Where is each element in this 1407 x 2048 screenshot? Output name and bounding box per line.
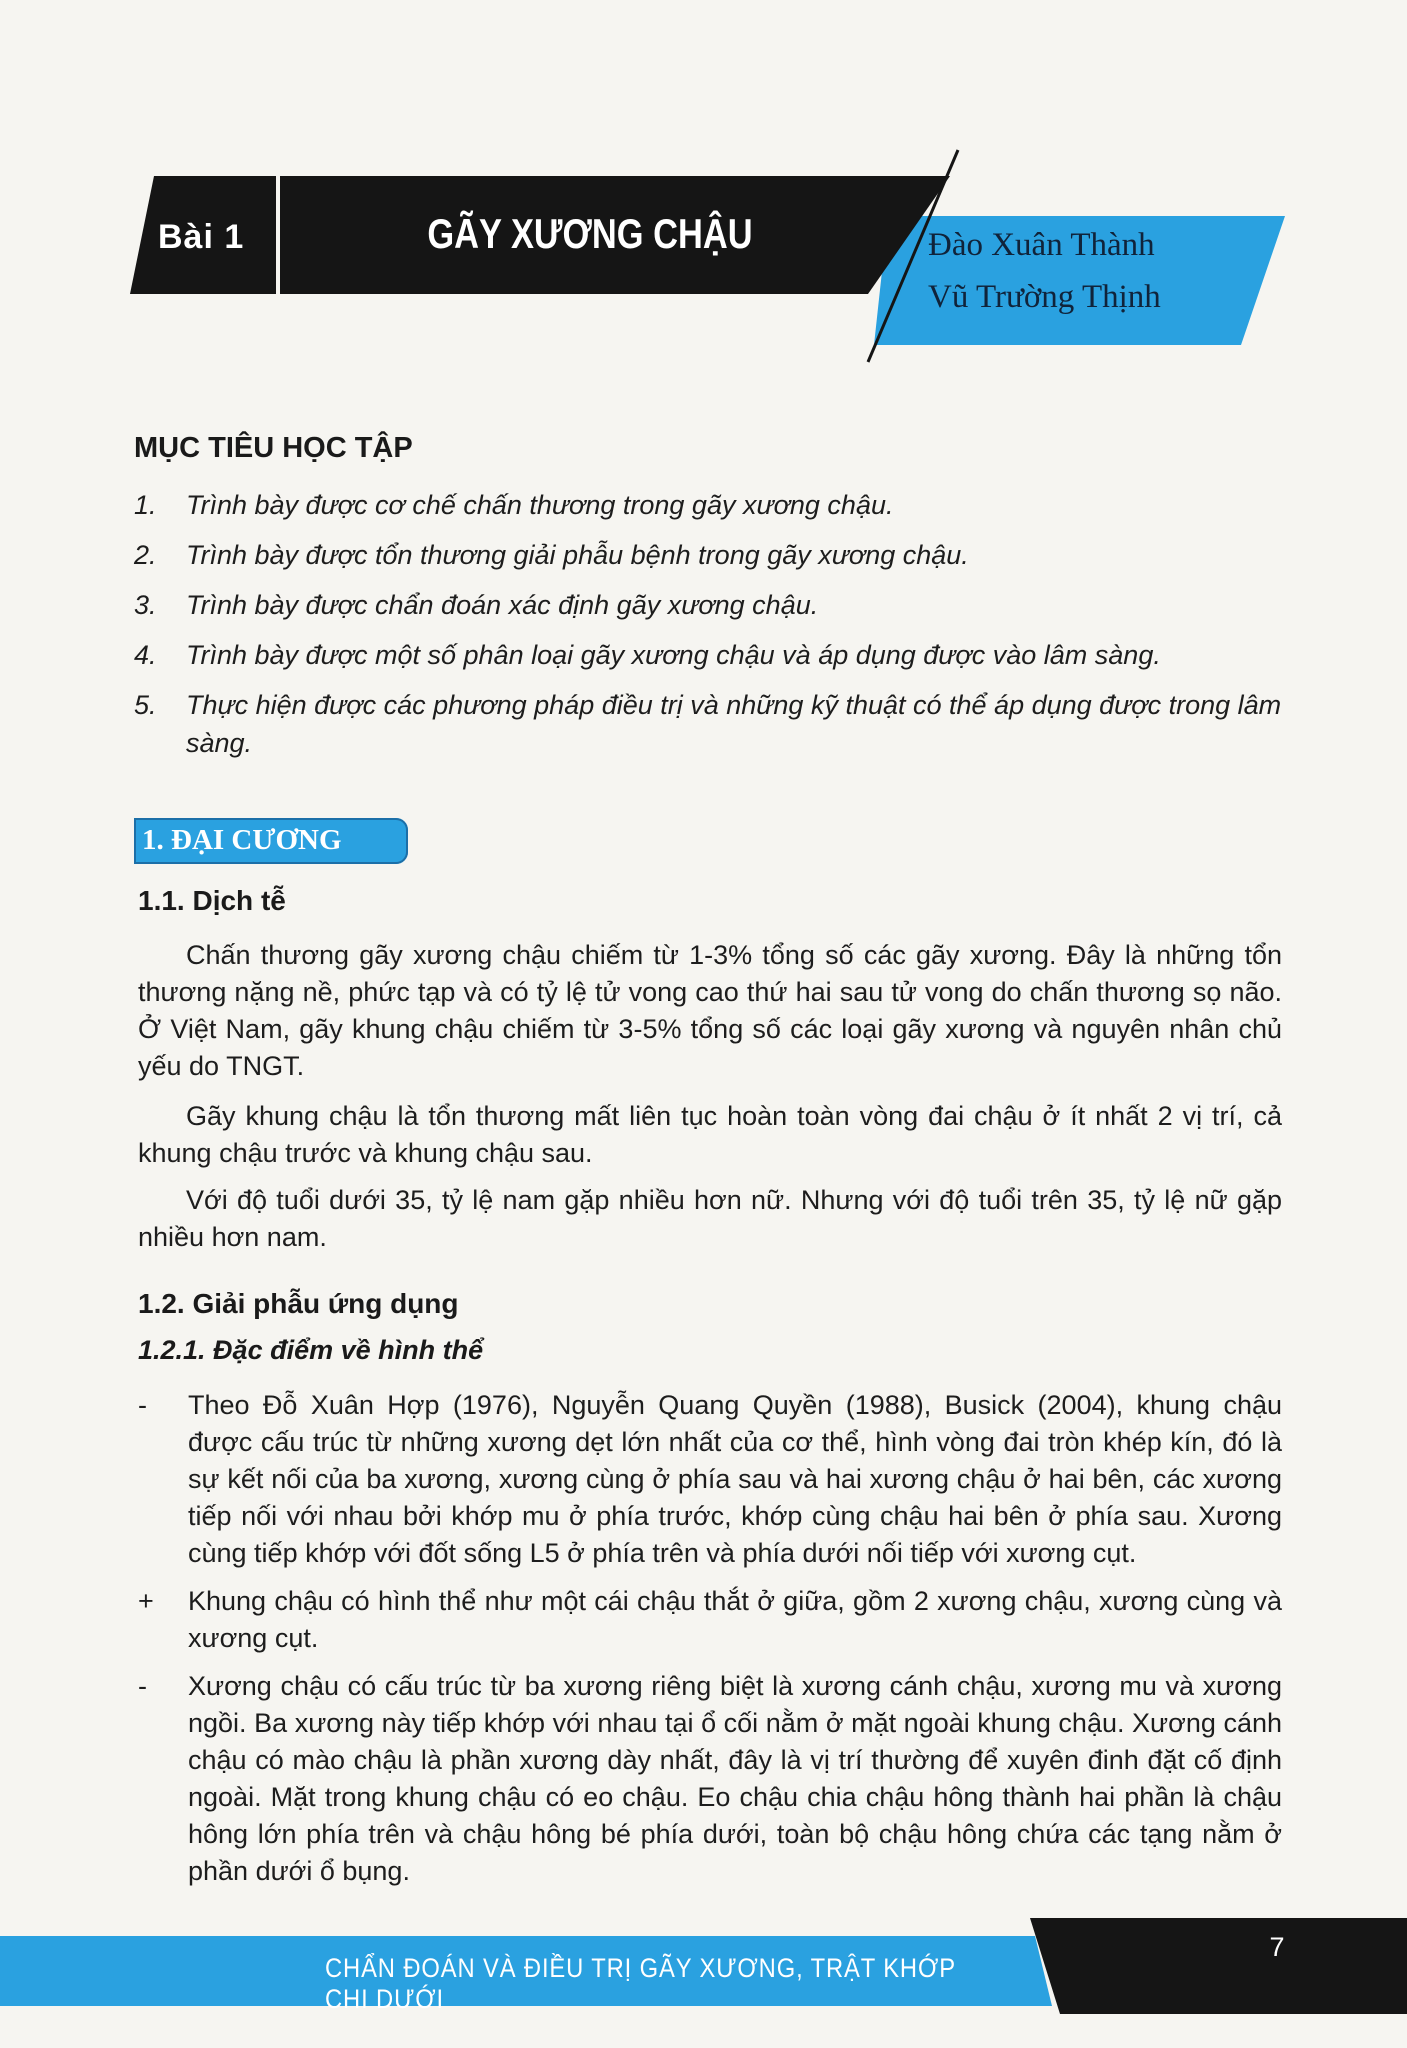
bullet-item <box>138 1583 1282 1657</box>
banner-graphic <box>0 0 1407 380</box>
objective-item <box>134 686 1294 762</box>
objective-number: 2. <box>134 540 157 570</box>
footer-book-title: CHẨN ĐOÁN VÀ ĐIỀU TRỊ GÃY XƯƠNG, TRẬT KHỚP CHI DƯỚI <box>325 1953 956 2014</box>
objective-text: Trình bày được chẩn đoán xác định gãy xương chậu. <box>186 590 819 620</box>
subsubsection-heading: 1.2.1. Đặc điểm về hình thể <box>138 1335 484 1365</box>
section-title-tab <box>134 818 408 864</box>
lesson-title: GÃY XƯƠNG CHẬU <box>427 210 753 257</box>
footer-page-tab <box>1030 1918 1407 2014</box>
lesson-number: Bài 1 <box>158 218 245 256</box>
objective-number: 4. <box>134 640 157 670</box>
bullet-item <box>138 1668 1282 1890</box>
objective-text: Trình bày được tổn thương giải phẫu bệnh trong gãy xương chậu. <box>186 540 969 570</box>
paragraph: Gãy khung chậu là tổn thương mất liên tục hoàn toàn vòng đai chậu ở ít nhất 2 vị trí, cả khung chậu trước và khung chậu sau. <box>138 1101 1282 1168</box>
bullet-text: Xương chậu có cấu trúc từ ba xương riêng biệt là xương cánh chậu, xương mu và xương ngồi. Ba xương này tiếp khớp với nhau tại ổ cối nằm ở mặt ngoài khung chậu. Xương cánh chậu có mào chậu là phần xương dày nhất, đây là vị trí thường để xuyên đinh đặt cố định ngoài. Mặt trong khung chậu có eo chậu. Eo chậu chia chậu hông thành hai phần là chậu hông lớn phía trên và chậu hông bé phía dưới, toàn bộ chậu hông chứa các tạng nằm ở phần dưới ổ bụng. <box>188 1671 1282 1886</box>
objective-text: Trình bày được một số phân loại gãy xương chậu và áp dụng được vào lâm sàng. <box>186 640 1161 670</box>
objective-item <box>134 486 1294 524</box>
section-title: 1. ĐẠI CƯƠNG <box>142 824 342 856</box>
objective-text: Thực hiện được các phương pháp điều trị và những kỹ thuật có thể áp dụng được trong lâm sàng. <box>186 690 1282 758</box>
chapter-banner <box>0 0 1407 380</box>
author-2: Vũ Trường Thịnh <box>928 279 1161 315</box>
page-number: 7 <box>1269 1932 1285 1962</box>
subsection-heading-1-1: 1.1. Dịch tễ <box>138 885 286 916</box>
subsection-heading-1-2: 1.2. Giải phẫu ứng dụng <box>138 1288 459 1319</box>
objective-item <box>134 586 1294 624</box>
objectives-list <box>134 486 1294 774</box>
bullet-item <box>138 1387 1282 1572</box>
objective-text: Trình bày được cơ chế chấn thương trong gãy xương chậu. <box>186 490 894 520</box>
objective-item <box>134 536 1294 574</box>
objective-number: 5. <box>134 690 157 720</box>
bullet-text: Theo Đỗ Xuân Hợp (1976), Nguyễn Quang Quyền (1988), Busick (2004), khung chậu được cấu trúc từ những xương dẹt lớn nhất của cơ thể, hình vòng đai tròn khép kín, đó là sự kết nối của ba xương, xương cùng ở phía sau và hai xương chậu ở hai bên, các xương tiếp nối với nhau bởi khớp mu ở phía trước, khớp cùng chậu hai bên ở phía sau. Xương cùng tiếp khớp với đốt sống L5 ở phía trên và phía dưới nối tiếp với xương cụt. <box>188 1390 1282 1568</box>
objective-number: 3. <box>134 590 157 620</box>
bullet-mark: - <box>138 1671 147 1701</box>
author-1: Đào Xuân Thành <box>928 227 1155 263</box>
paragraph: Với độ tuổi dưới 35, tỷ lệ nam gặp nhiều hơn nữ. Nhưng với độ tuổi trên 35, tỷ lệ nữ gặp nhiều hơn nam. <box>138 1185 1282 1252</box>
paragraph: Chấn thương gãy xương chậu chiếm từ 1-3% tổng số các gãy xương. Đây là những tổn thương nặng nề, phức tạp và có tỷ lệ tử vong cao thứ hai sau tử vong do chấn thương sọ não. Ở Việt Nam, gãy khung chậu chiếm từ 3-5% tổng số các loại gãy xương và nguyên nhân chủ yếu do TNGT. <box>138 940 1282 1081</box>
bullet-text: Khung chậu có hình thể như một cái chậu thắt ở giữa, gồm 2 xương chậu, xương cùng và xương cụt. <box>188 1586 1282 1653</box>
bullet-mark: + <box>138 1586 154 1616</box>
bullet-mark: - <box>138 1390 147 1420</box>
objective-item <box>134 636 1294 674</box>
objectives-heading: MỤC TIÊU HỌC TẬP <box>134 432 413 464</box>
objective-number: 1. <box>134 490 157 520</box>
